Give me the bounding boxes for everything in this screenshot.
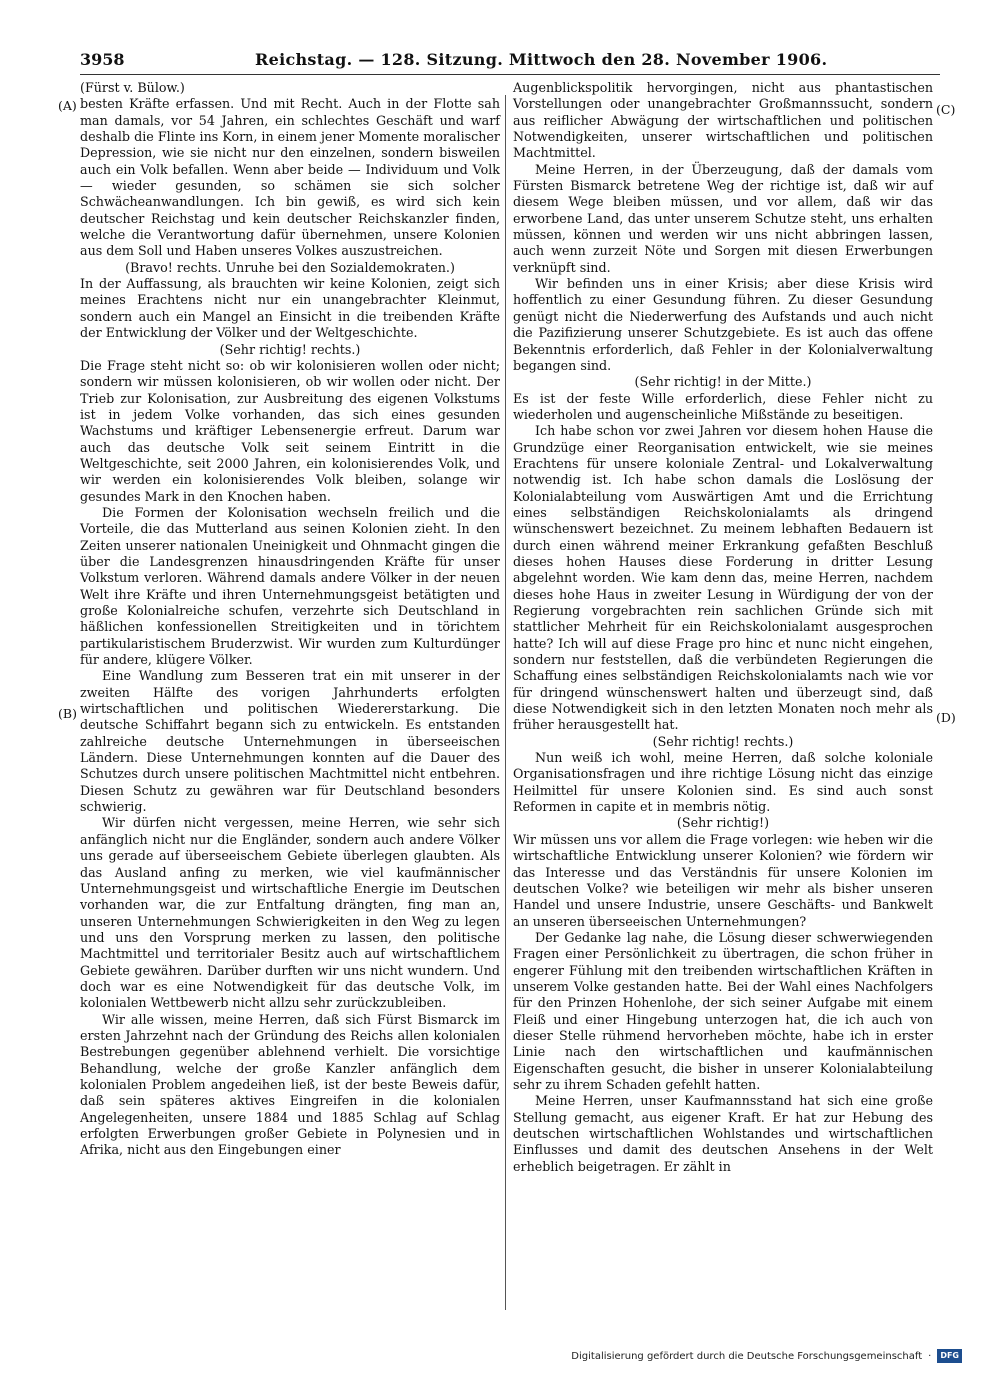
interjection: (Sehr richtig! rechts.) bbox=[652, 733, 794, 749]
paragraph: Eine Wandlung zum Besseren trat ein mit unserer in der zweiten Hälfte des vorigen Jahrhunderts erfolgten wirtschaftlichen und politischen Wiedererstarkung. Die deutsche Schiffahrt begann sich zu entwickeln. Es entstanden zahlreiche deutsche Unternehmungen in überseeischen Ländern. Diese Unternehmungen konnten auf die Dauer des Schutzes durch unsere politischen Machtmittel nicht entbehren. Diesen Schutz zu gewähren war für Deutschland besonders schwierig. bbox=[80, 668, 500, 815]
page-header bbox=[80, 50, 940, 74]
paragraph: In der Auffassung, als brauchten wir keine Kolonien, zeigt sich meines Erachtens nicht nur ein unangebrachter Kleinmut, sondern auch ein Mangel an Einsicht in die treibenden Kräfte der Entwicklung der Völker und der Weltgeschichte. bbox=[80, 276, 500, 341]
paragraph: Die Frage steht nicht so: ob wir kolonisieren wollen oder nicht; sondern wir müssen kolonisieren, ob wir wollen oder nicht. Der Trieb zur Kolonisation, zur Ausbreitung des eigenen Volkstums ist in jedem Volke vorhanden, das sich eines gesunden Wachstums und kräftiger Lebensenergie erfreut. Darum war auch das deutsche Volk seit seinem Eintritt in die Weltgeschichte, seit 2000 Jahren, ein kolonisierendes Volk, und wir werden ein kolonisierendes Volk bleiben, solange wir gesundes Mark in den Knochen haben. bbox=[80, 357, 500, 504]
paragraph: Nun weiß ich wohl, meine Herren, daß solche koloniale Organisationsfragen und ihre richtige Lösung nicht das einzige Heilmittel für unsere Kolonien sind. Es sind auch sonst Reformen in capite et in membris nötig. bbox=[513, 750, 933, 815]
paragraph: Die Formen der Kolonisation wechseln freilich und die Vorteile, die das Mutterland aus seinen Kolonien zieht. In den Zeiten unserer nationalen Uneinigkeit und Ohnmacht gingen die über die Landesgrenzen hinausdringenden Kräfte für unser Volkstum verloren. Während damals andere Völker in der neuen Welt ihre Kräfte und ihren Unternehmungsgeist betätigten und große Kolonialreiche schufen, verzehrte sich Deutschland in häßlichen konfessionellen Streitigkeiten und in törichtem partikularistischem Bruderzwist. Wir wurden zum Kulturdünger für andere, klügere Völker. bbox=[80, 504, 500, 668]
column-divider bbox=[505, 95, 506, 1310]
paragraph: Wir befinden uns in einer Krisis; aber diese Krisis wird hoffentlich zu einer Gesundung führen. Zu dieser Gesundung genügt nicht die Niederwerfung des Aufstands und auch nicht die Pazifizierung unserer Schutzgebiete. Es ist auch das offene Bekenntnis erforderlich, daß Fehler in der Kolonialverwaltung begangen sind. bbox=[513, 276, 933, 373]
right-column bbox=[513, 80, 933, 1175]
dfg-logo: DFG bbox=[937, 1349, 962, 1363]
paragraph: besten Kräfte erfassen. Und mit Recht. Auch in der Flotte sah man damals, vor 54 Jahren, ein schlechtes Geschäft und warf deshalb die Flinte ins Korn, in einem jener Momente moralischer Depression, wie sie nicht nur den einzelnen, sondern bisweilen auch ein Volk befallen. Wenn aber beide — Individuum und Volk — wieder gesunden, so schämen sie sich solcher Schwächeanwandlungen. Ich bin gewiß, es wird sich kein deutscher Reichstag und kein deutscher Reichskanzler finden, welche die Verantwortung dafür übernehmen, unsere Kolonien aus dem Soll und Haben unseres Volkes auszustreichen. bbox=[80, 96, 500, 259]
left-column bbox=[80, 80, 500, 1159]
margin-marker-d: (D) bbox=[936, 710, 956, 725]
margin-marker-b: (B) bbox=[58, 706, 77, 721]
paragraph: Ich habe schon vor zwei Jahren vor diesem hohen Hause die Grundzüge einer Reorganisation entwickelt, wie sie meines Erachtens für unsere koloniale Zentral- und Lokalverwaltung notwendig ist. Ich habe schon damals die Loslösung der Kolonialabteilung vom Auswärtigen Amt und die Errichtung eines selbständigen Reichskolonialamts als dringend wünschenswert bezeichnet. Zu meinem lebhaften Bedauern ist durch einen während meiner Erkrankung gefaßten Beschluß dieses hohen Hauses diese Forderung in dritter Lesung abgelehnt worden. Wie kam denn das, meine Herren, nachdem dieses hohe Haus in zweiter Lesung in Würdigung der von der Regierung vorgebrachten rein sachlichen Gründe sich mit stattlicher Mehrheit für ein Reichskolonialamt ausgesprochen hatte? Ich will auf diese Frage pro hinc et nunc nicht eingehen, sondern nur feststellen, daß die verbündeten Regierungen die Schaffung eines selbständigen Reichskolonialamts nach wie vor für dringend wünschenswert halten und überzeugt sind, daß diese Notwendigkeit sich in den letzten Monaten noch mehr als früher herausgestellt hat. bbox=[513, 423, 933, 733]
paragraph: Wir alle wissen, meine Herren, daß sich Fürst Bismarck im ersten Jahrzehnt nach der Gründung des Reichs allen kolonialen Bestrebungen gegenüber ablehnend verhielt. Die vorsichtige Behandlung, welche der große Kanzler anfänglich dem kolonialen Problem angedeihen ließ, ist der beste Beweis dafür, daß sein späteres aktives Eingreifen in die kolonialen Angelegenheiten, unsere 1884 und 1885 Schlag auf Schlag erfolgten Erwerbungen großer Gebiete in Polynesien und in Afrika, nicht aus den Eingebungen einer bbox=[80, 1011, 500, 1158]
paragraph: Der Gedanke lag nahe, die Lösung dieser schwerwiegenden Fragen einer Persönlichkeit zu übertragen, die schon früher in engerer Fühlung mit den treibenden wirtschaftlichen Kräften in unserem Volke gestanden hatte. Bei der Wahl eines Nachfolgers für den Prinzen Hohenlohe, der sich seiner Aufgabe mit einem Fleiß und einer Hingebung unterzogen hat, die ich auch von dieser Stelle rühmend hervorheben möchte, habe ich in erster Linie nach den wirtschaftlichen und kaufmännischen Eigenschaften gesucht, die bisher in unserer Kolonialabteilung sehr zu ihrem Schaden gefehlt hatten. bbox=[513, 929, 933, 1092]
page-number: 3958 bbox=[80, 50, 125, 69]
paragraph: Meine Herren, in der Überzeugung, daß der damals vom Fürsten Bismarck betretene Weg der richtige ist, daß wir auf diesem Wege bleiben müssen, und vor allem, daß wir das erworbene Land, das unter unserem Schutze steht, uns erhalten müssen, können und werden wir uns nicht abbringen lassen, auch wenn zurzeit Nöte und Sorgen mit diesen Erwerbungen verknüpft sind. bbox=[513, 161, 933, 275]
margin-marker-a: (A) bbox=[58, 98, 77, 113]
paragraph: (Fürst v. Bülow.) bbox=[80, 80, 185, 95]
interjection: (Sehr richtig!) bbox=[676, 815, 770, 831]
interjection: (Sehr richtig! rechts.) bbox=[219, 341, 361, 357]
paragraph: Wir müssen uns vor allem die Frage vorlegen: wie heben wir die wirtschaftliche Entwicklung unserer Kolonien? wie fördern wir das Interesse und das Verständnis für unsere Kolonien im deutschen Volke? wie beteiligen wir mehr als bisher unseren Handel und unsere Industrie, unsere Geschäfts- und Bankwelt an unseren überseeischen Unternehmungen? bbox=[513, 831, 933, 929]
margin-marker-c: (C) bbox=[936, 102, 956, 117]
interjection: (Sehr richtig! in der Mitte.) bbox=[634, 374, 812, 390]
footer: Digitalisierung gefördert durch die Deutsche Forschungsgemeinschaft · DFG bbox=[571, 1347, 962, 1365]
header-rule bbox=[80, 74, 940, 75]
footer-credit: Digitalisierung gefördert durch die Deutsche Forschungsgemeinschaft bbox=[571, 1350, 923, 1362]
paragraph: Wir dürfen nicht vergessen, meine Herren, wie sehr sich anfänglich nicht nur die Engländer, sondern auch andere Völker uns gerade auf überseeischem Gebiete überlegen glaubten. Als das Ausland anfing zu merken, wie viel kaufmännischer Unternehmungsgeist und wirtschaftliche Energie im Deutschen vorhanden war, die zur Entfaltung drängten, fing man an, unseren Unternehmungen Schwierigkeiten in den Weg zu legen und uns den Vorsprung merken zu lassen, den politische Machtmittel und territorialer Besitz auch auf wirtschaftlichem Gebiete gewähren. Darüber durften wir uns nicht wundern. Und doch war es eine Notwendigkeit für das deutsche Volk, im kolonialen Wettbewerb nicht allzu sehr zurückzubleiben. bbox=[80, 815, 500, 1011]
paragraph: Es ist der feste Wille erforderlich, diese Fehler nicht zu wiederholen und augenscheinliche Mißstände zu beseitigen. bbox=[513, 390, 933, 422]
running-title: Reichstag. — 128. Sitzung. Mittwoch den 28. November 1906. bbox=[255, 50, 828, 69]
paragraph: Meine Herren, unser Kaufmannsstand hat sich eine große Stellung gemacht, aus eigener Kraft. Er hat zur Hebung des deutschen wirtschaftlichen Wohlstandes und wirtschaftlichen Einflusses und damit des deutschen Ansehens in der Welt erheblich beigetragen. Er zählt in bbox=[513, 1093, 933, 1174]
interjection: (Bravo! rechts. Unruhe bei den Sozialdemokraten.) bbox=[125, 259, 455, 275]
paragraph: Augenblickspolitik hervorgingen, nicht aus phantastischen Vorstellungen oder unangebrachter Großmannssucht, sondern aus reiflicher Abwägung der wirtschaftlichen und politischen Notwendigkeiten, unserer wirtschaftlichen und politischen Machtmittel. bbox=[513, 80, 933, 161]
